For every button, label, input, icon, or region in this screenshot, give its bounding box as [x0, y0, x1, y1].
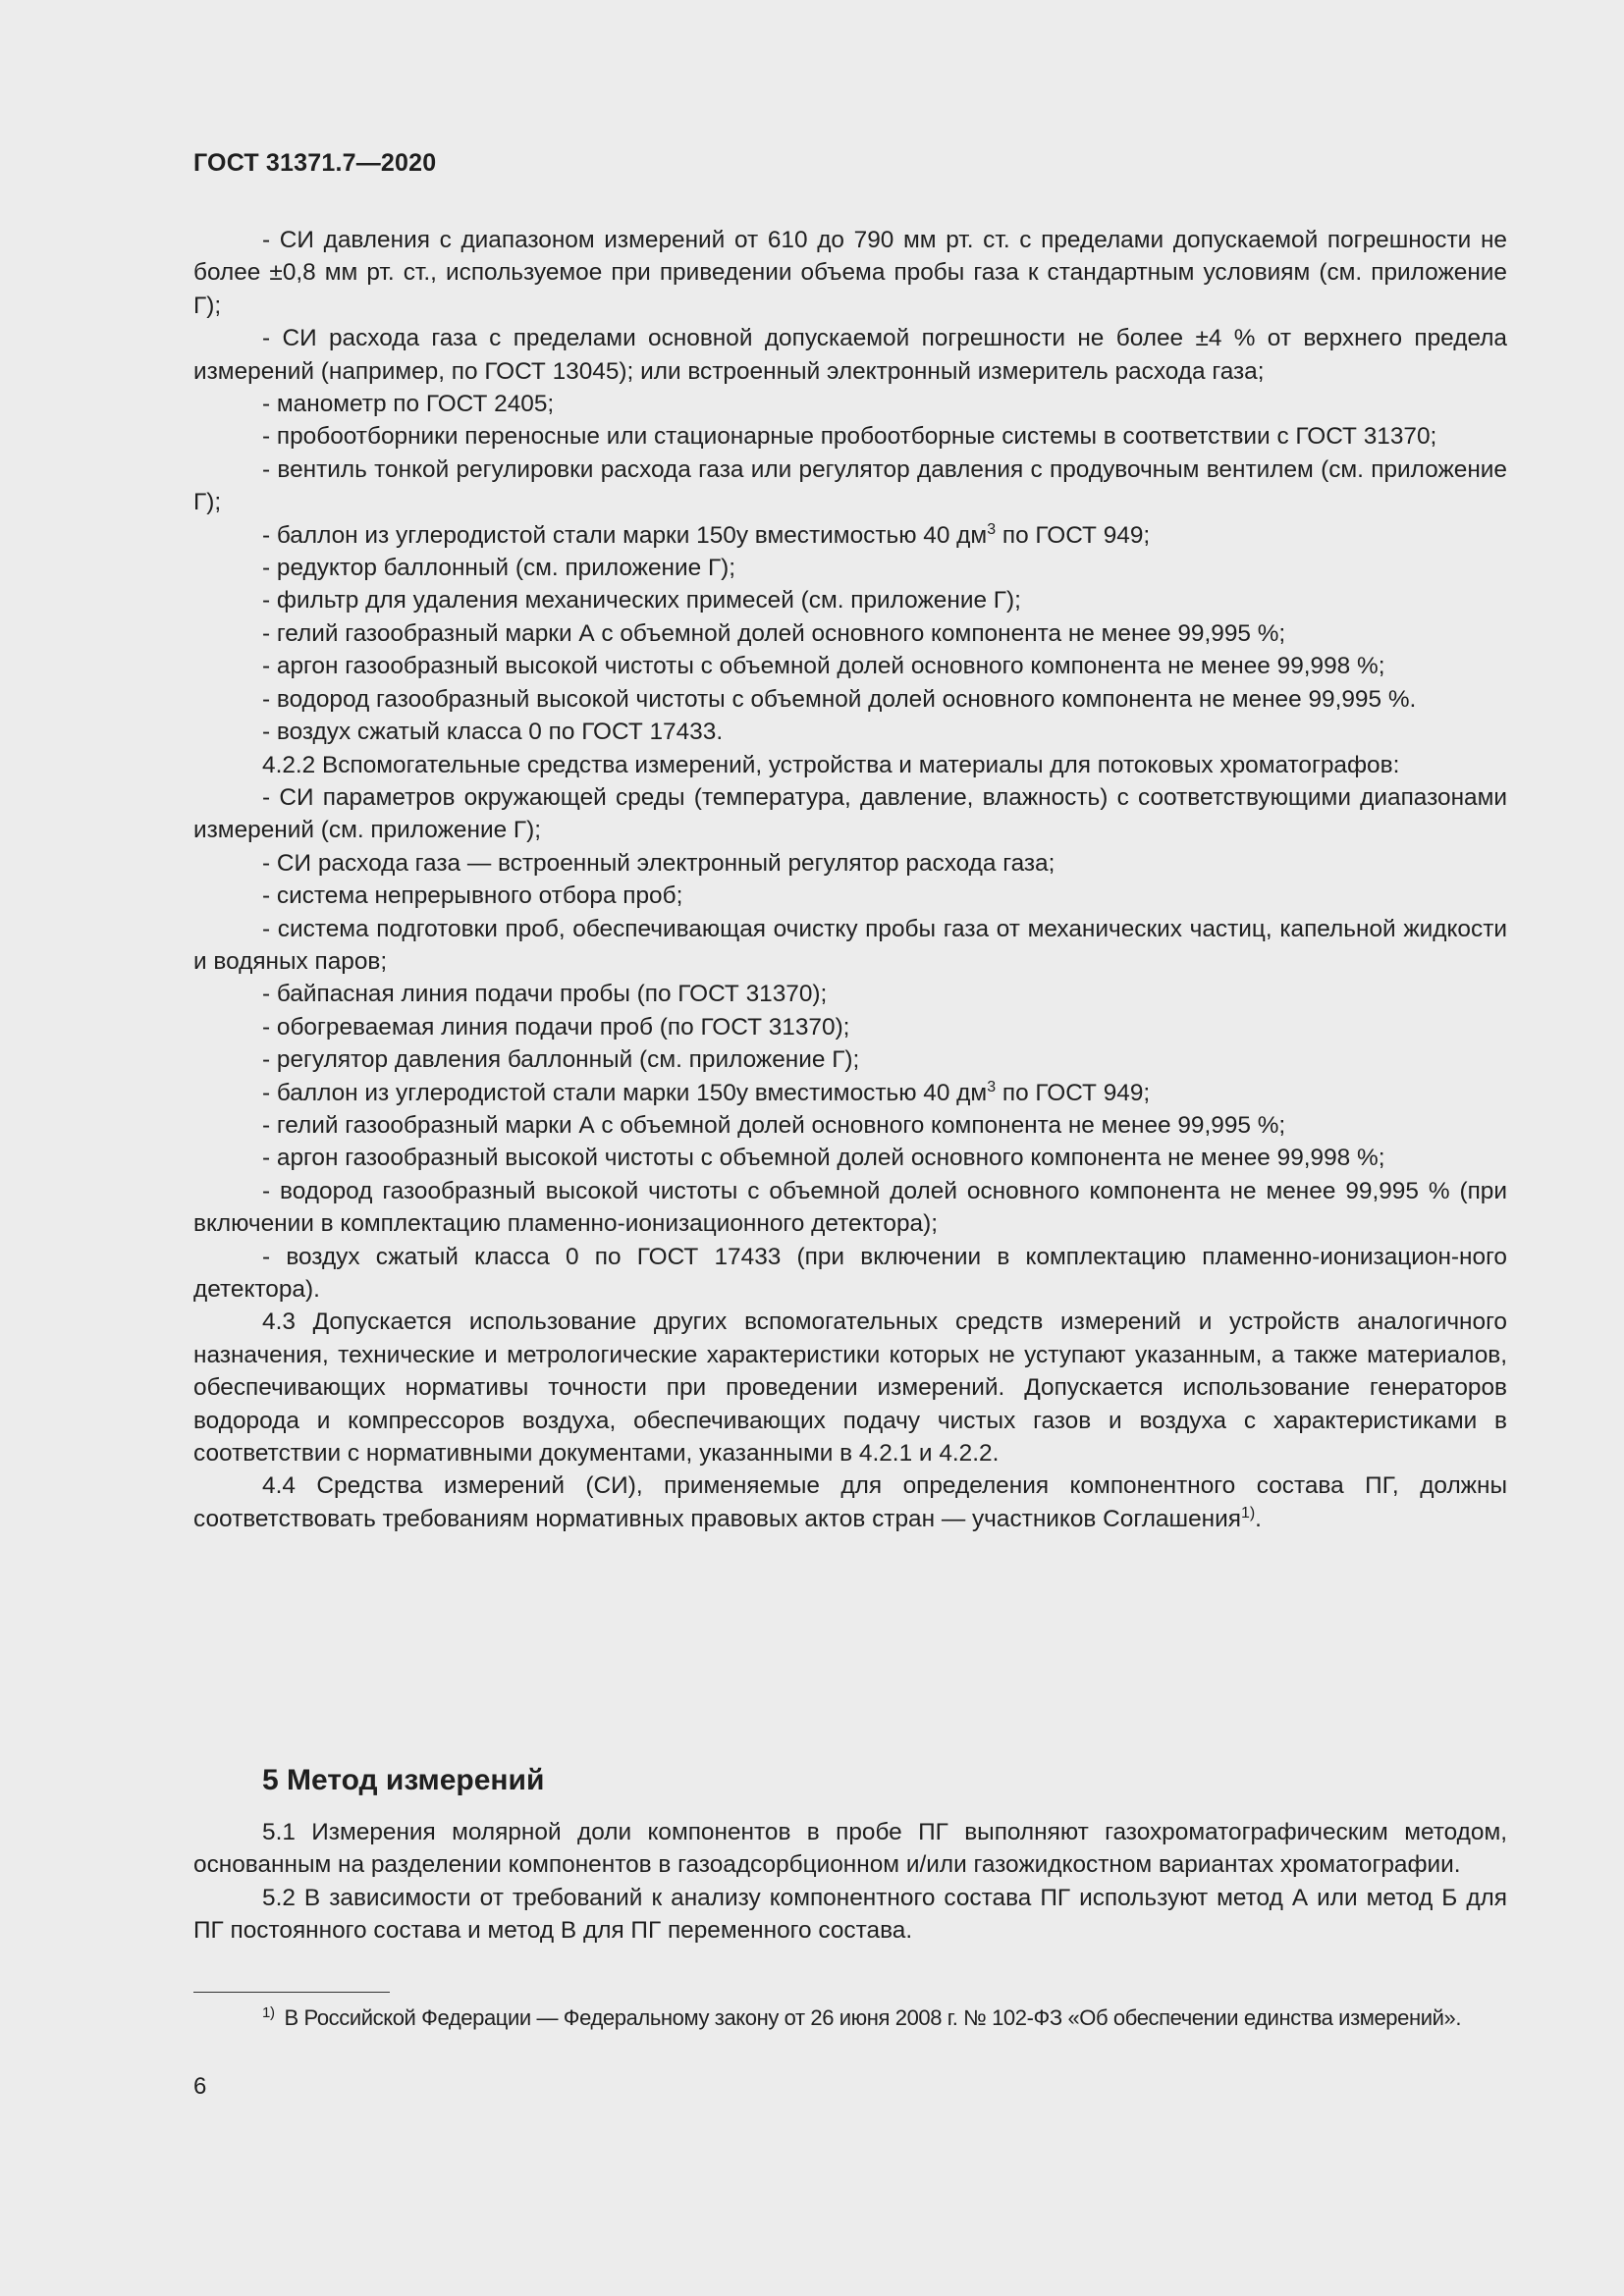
body-paragraph: - СИ давления с диапазоном измерений от 610 до 790 мм рт. ст. с пределами допускаемой погрешности не более ±0,8 мм рт. ст., используемое при приведении объема пробы газа к стандартным условиям (см. приложение Г); — [193, 227, 1507, 319]
body-paragraph: - байпасная линия подачи пробы (по ГОСТ 31370); — [262, 981, 828, 1008]
body-paragraph: - гелий газообразный марки А с объемной долей основного компонента не менее 99,995 %; — [262, 1111, 1286, 1139]
body-paragraph: - воздух сжатый класса 0 по ГОСТ 17433. — [262, 719, 724, 746]
paragraph-text: - баллон из углеродистой стали марки 150у вместимостью 40 дм — [262, 521, 988, 549]
body-paragraph — [193, 1469, 1507, 1535]
body-paragraph: - фильтр для удаления механических примесей (см. приложение Г); — [262, 587, 1021, 614]
superscript: 3 — [987, 520, 997, 538]
page-header-standard: ГОСТ 31371.7—2020 — [193, 149, 437, 177]
body-paragraph: - воздух сжатый класса 0 по ГОСТ 17433 (при включении в комплектацию пламенно-ионизацион-ного детектора). — [193, 1243, 1507, 1303]
section-paragraph: 5.1 Измерения молярной доли компонентов в пробе ПГ выполняют газохроматографическим методом, основанным на разделении компонентов в газоадсорбционном и/или газожидкостном вариантах хроматографии. — [193, 1819, 1507, 1879]
body-paragraph: - аргон газообразный высокой чистоты с объемной долей основного компонента не менее 99,998 %; — [262, 1145, 1385, 1172]
superscript: 3 — [987, 1078, 997, 1095]
paragraph-text: по ГОСТ 949; — [996, 521, 1151, 549]
paragraph-text: 4.4 Средства измерений (СИ), применяемые для определения компонентного состава ПГ, должны соответствовать требованиям нормативных правовых актов стран — участников Соглашения — [193, 1472, 1507, 1532]
body-paragraph: - система подготовки проб, обеспечивающая очистку пробы газа от механических частиц, капельной жидкости и водяных паров; — [193, 915, 1507, 975]
body-paragraph: - манометр по ГОСТ 2405; — [262, 391, 555, 418]
body-paragraph: - вентиль тонкой регулировки расхода газа или регулятор давления с продувочным вентилем (см. приложение Г); — [193, 455, 1507, 516]
body-paragraph: - СИ расхода газа с пределами основной допускаемой погрешности не более ±4 % от верхнего предела измерений (например, по ГОСТ 13045); или встроенный электронный измеритель расхода газа; — [193, 325, 1507, 385]
paragraph-text: . — [1255, 1505, 1262, 1532]
section-body — [193, 1816, 1507, 1948]
superscript: 1) — [1240, 1504, 1256, 1522]
paragraph-text: - баллон из углеродистой стали марки 150у вместимостью 40 дм — [262, 1079, 988, 1106]
body-paragraph — [193, 1077, 1507, 1109]
body-paragraph: - водород газообразный высокой чистоты с объемной долей основного компонента не менее 99,995 % (при включении в комплектацию пламенно-ионизационного детектора); — [193, 1177, 1507, 1238]
body-paragraph: - аргон газообразный высокой чистоты с объемной долей основного компонента не менее 99,998 %; — [262, 653, 1385, 680]
section-title: 5 Метод измерений — [262, 1764, 545, 1796]
footnote — [193, 2002, 1507, 2033]
body-paragraph: - СИ расхода газа — встроенный электронный регулятор расхода газа; — [262, 849, 1056, 877]
body-paragraph: 4.3 Допускается использование других вспомогательных средств измерений и устройств аналогичного назначения, технические и метрологические характеристики которых не уступают указанным, а также материалов, обеспечивающих нормативы точности при проведении измерений. Допускается использование генераторов водорода и компрессоров воздуха, обеспечивающих подачу чистых газов и воздуха с характеристиками в соответствии с нормативными документами, указанными в 4.2.1 и 4.2.2. — [193, 1308, 1507, 1468]
body-paragraph: - пробоотборники переносные или стационарные пробоотборные системы в соответствии с ГОСТ 31370; — [262, 423, 1437, 451]
body-paragraph: - регулятор давления баллонный (см. приложение Г); — [262, 1046, 860, 1074]
body-paragraph — [193, 519, 1507, 552]
paragraph-text: по ГОСТ 949; — [996, 1079, 1151, 1106]
body-paragraph: 4.2.2 Вспомогательные средства измерений, устройства и материалы для потоковых хроматографов: — [262, 751, 1400, 778]
footnote-paragraph — [193, 2002, 1507, 2033]
body-paragraph: - редуктор баллонный (см. приложение Г); — [262, 555, 736, 582]
document-body — [193, 224, 1507, 1535]
page-number: 6 — [193, 2073, 207, 2100]
footnote-marker: 1) — [262, 2004, 275, 2021]
body-paragraph: - гелий газообразный марки А с объемной долей основного компонента не менее 99,995 %; — [262, 619, 1286, 647]
body-paragraph: - водород газообразный высокой чистоты с объемной долей основного компонента не менее 99,995 %. — [262, 685, 1417, 713]
body-paragraph: - СИ параметров окружающей среды (температура, давление, влажность) с соответствующими диапазонами измерений (см. приложение Г); — [193, 783, 1507, 844]
body-paragraph: - обогреваемая линия подачи проб (по ГОСТ 31370); — [262, 1013, 850, 1041]
body-paragraph: - система непрерывного отбора проб; — [262, 882, 683, 910]
footnote-text: В Российской Федерации — Федеральному закону от 26 июня 2008 г. № 102-ФЗ «Об обеспечении единства измерений». — [284, 2005, 1462, 2030]
section-paragraph: 5.2 В зависимости от требований к анализу компонентного состава ПГ используют метод А или метод Б для ПГ постоянного состава и метод В для ПГ переменного состава. — [193, 1884, 1507, 1945]
footnote-divider — [193, 1992, 390, 1993]
